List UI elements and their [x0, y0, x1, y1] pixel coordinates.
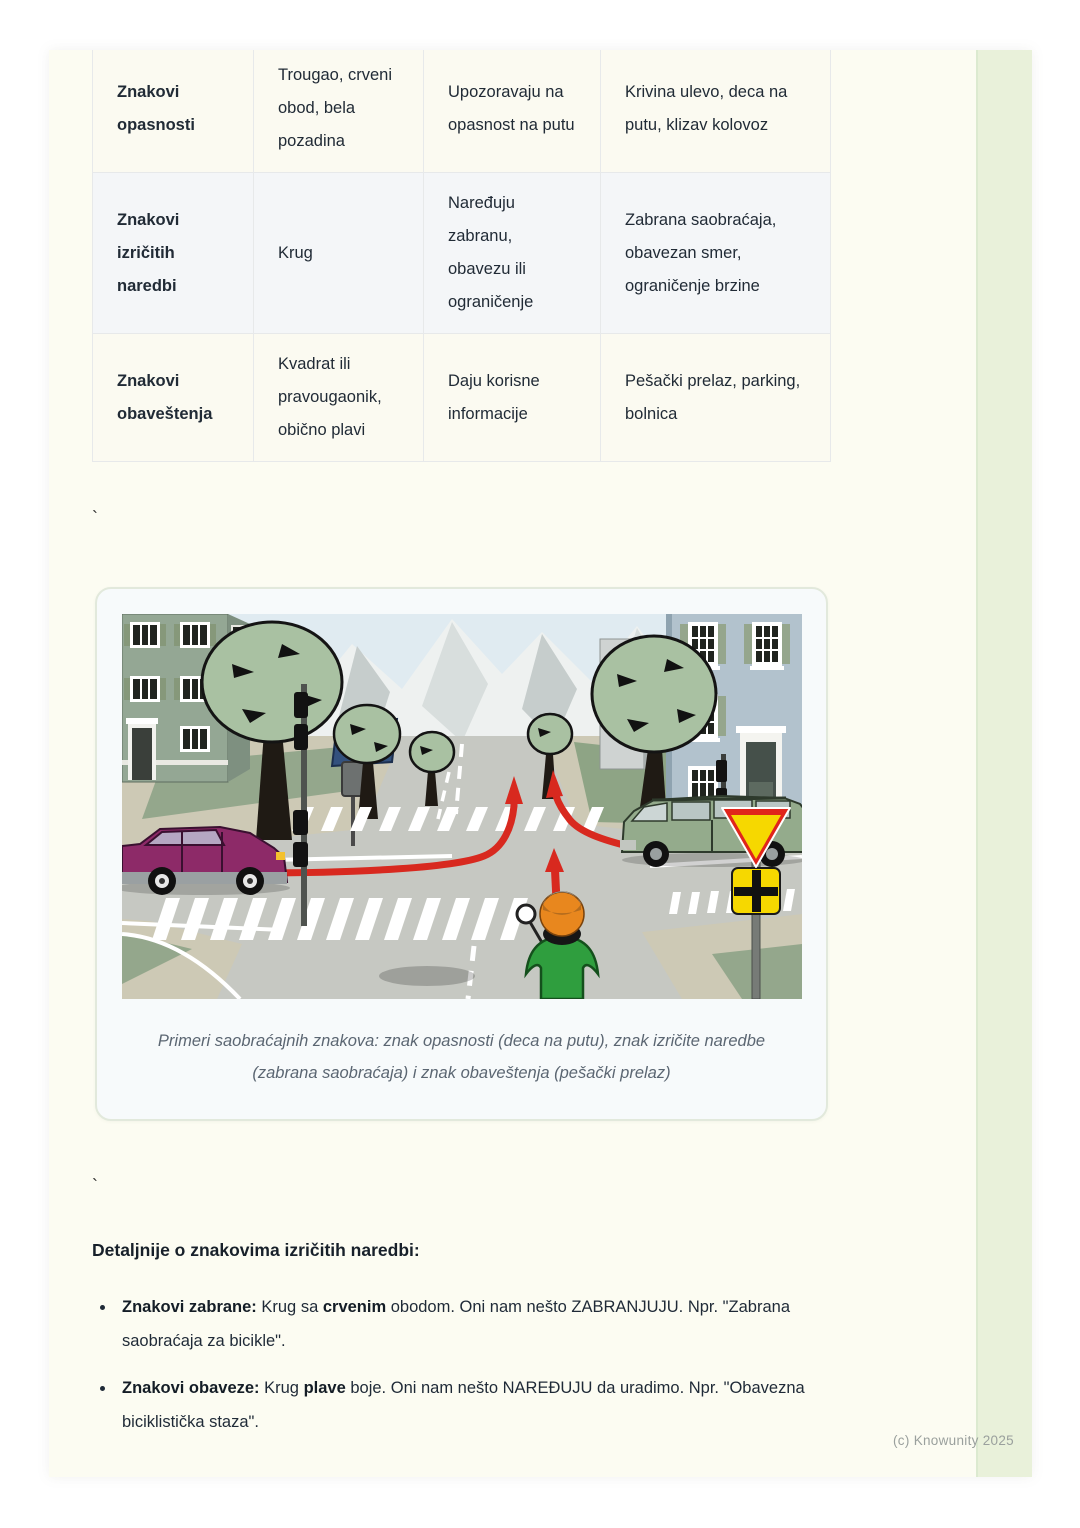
cell-shape: Kvadrat ili pravougaonik, obično plavi [254, 334, 424, 462]
page-accent-strip [976, 50, 1032, 1477]
cell-purpose: Upozoravaju na opasnost na putu [424, 50, 601, 173]
section-heading: Detaljnije o znakovima izričitih naredbi: [92, 1240, 420, 1260]
bullet-item: • Znakovi zabrane: Krug sa crvenim obodom. Oni nam nešto ZABRANJUJU. Npr. "Zabrana saobraćaja za bicikle". [116, 1290, 808, 1358]
table-row [93, 50, 831, 173]
cell-category: Znakovi obaveštenja [93, 334, 254, 462]
bullet-term: Znakovi obaveze: [122, 1379, 260, 1397]
cell-purpose: Naređuju zabranu, obavezu ili ograničenje [424, 173, 601, 334]
street-scene-illustration [122, 614, 802, 999]
bullet-term: Znakovi zabrane: [122, 1298, 257, 1316]
table-row [93, 173, 831, 334]
priority-crossroad-sign [732, 868, 780, 914]
document-page [49, 50, 1032, 1477]
cell-examples: Zabrana saobraćaja, obavezan smer, ograničenje brzine [601, 173, 831, 334]
stray-tick-mark: ` [92, 508, 98, 528]
cell-purpose: Daju korisne informacije [424, 334, 601, 462]
bullet-item: • Znakovi obaveze: Krug plave boje. Oni nam nešto NAREĐUJU da uradimo. Npr. "Obavezna biciklistička staza". [116, 1371, 808, 1439]
mirror [517, 905, 535, 923]
table-row [93, 334, 831, 462]
cell-shape: Krug [254, 173, 424, 334]
intersection-drawing [122, 614, 802, 999]
copyright-attribution: (c) Knowunity 2025 [893, 1433, 1014, 1448]
cell-category: Znakovi izričitih naredbi [93, 173, 254, 334]
cell-shape: Trougao, crveni obod, bela pozadina [254, 50, 424, 173]
bullet-list [96, 1290, 808, 1452]
cell-examples: Pešački prelaz, parking, bolnica [601, 334, 831, 462]
left-building-door [126, 718, 158, 780]
figure-caption: Primeri saobraćajnih znakova: znak opasnosti (deca na putu), znak izričite naredbe (zabrana saobraćaja) i znak obaveštenja (pešački prelaz) [157, 1032, 766, 1082]
traffic-signs-table [92, 50, 831, 462]
cell-examples: Krivina ulevo, deca na putu, klizav kolovoz [601, 50, 831, 173]
stray-tick-mark: ` [92, 1176, 98, 1196]
cell-category: Znakovi opasnosti [93, 50, 254, 173]
figure-card [95, 587, 828, 1121]
